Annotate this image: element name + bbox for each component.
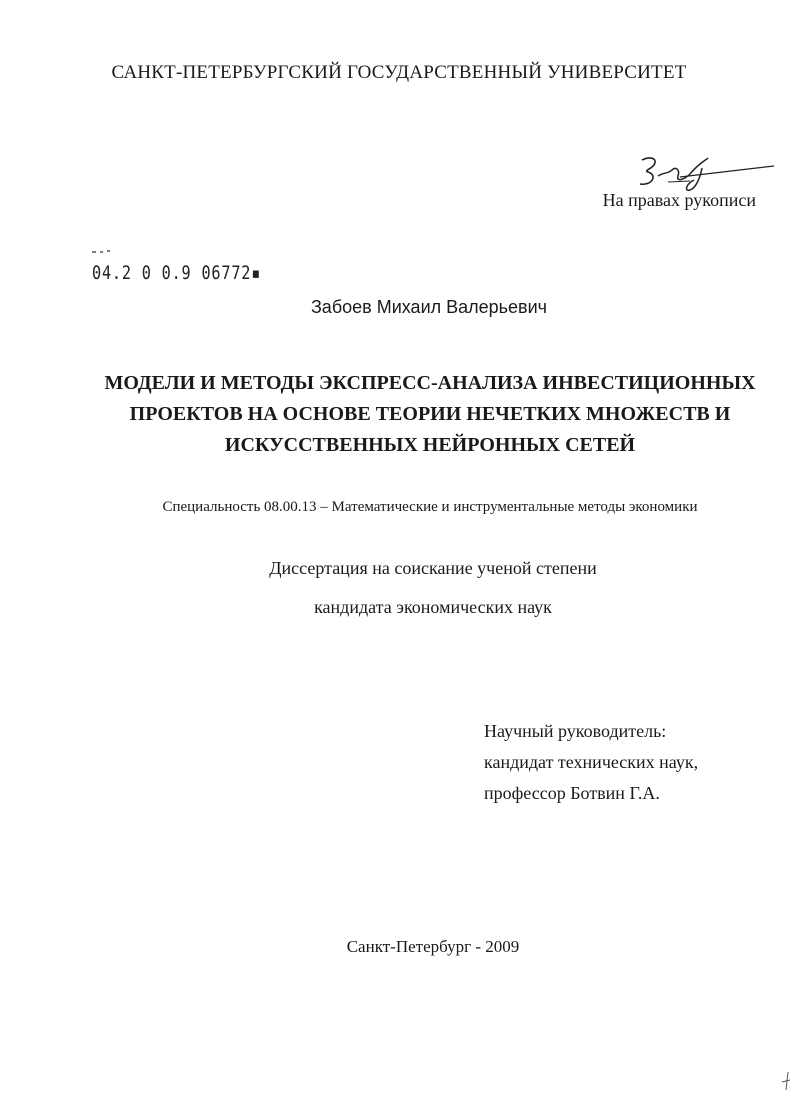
scan-corner-mark (778, 1070, 792, 1092)
title-line: МОДЕЛИ И МЕТОДЫ ЭКСПРЕСС-АНАЛИЗА ИНВЕСТИЦИОННЫХ (104, 372, 756, 394)
registry-stamp-mark: ▪ (251, 262, 262, 284)
academic-degree: кандидата экономических наук (314, 597, 552, 617)
supervisor-block (484, 716, 698, 809)
title-line: ПРОЕКТОВ НА ОСНОВЕ ТЕОРИИ НЕЧЕТКИХ МНОЖЕСТВ И (129, 403, 731, 425)
manuscript-rights-note: На правах рукописи (602, 190, 756, 210)
registry-number (92, 262, 261, 284)
specialty-line: Специальность 08.00.13 – Математические и инструментальные методы экономики (162, 499, 698, 515)
university-name: САНКТ-ПЕТЕРБУРГСКИЙ ГОСУДАРСТВЕННЫЙ УНИВЕРСИТЕТ (111, 62, 687, 83)
supervisor-degree: кандидат технических наук, (484, 752, 699, 772)
registry-tick-marks (90, 248, 120, 256)
author-name: Забоев Михаил Валерьевич (310, 297, 548, 317)
city-year: Санкт-Петербург - 2009 (346, 937, 520, 956)
registry-number-text: 04.2 0 0.9 06772 (92, 262, 252, 284)
supervisor-label: Научный руководитель: (484, 721, 667, 741)
dissertation-title (80, 368, 780, 461)
supervisor-name: профессор Ботвин Г.А. (484, 783, 660, 803)
dissertation-statement: Диссертация на соискание ученой степени (269, 558, 597, 578)
title-line: ИСКУССТВЕННЫХ НЕЙРОННЫХ СЕТЕЙ (224, 434, 636, 456)
